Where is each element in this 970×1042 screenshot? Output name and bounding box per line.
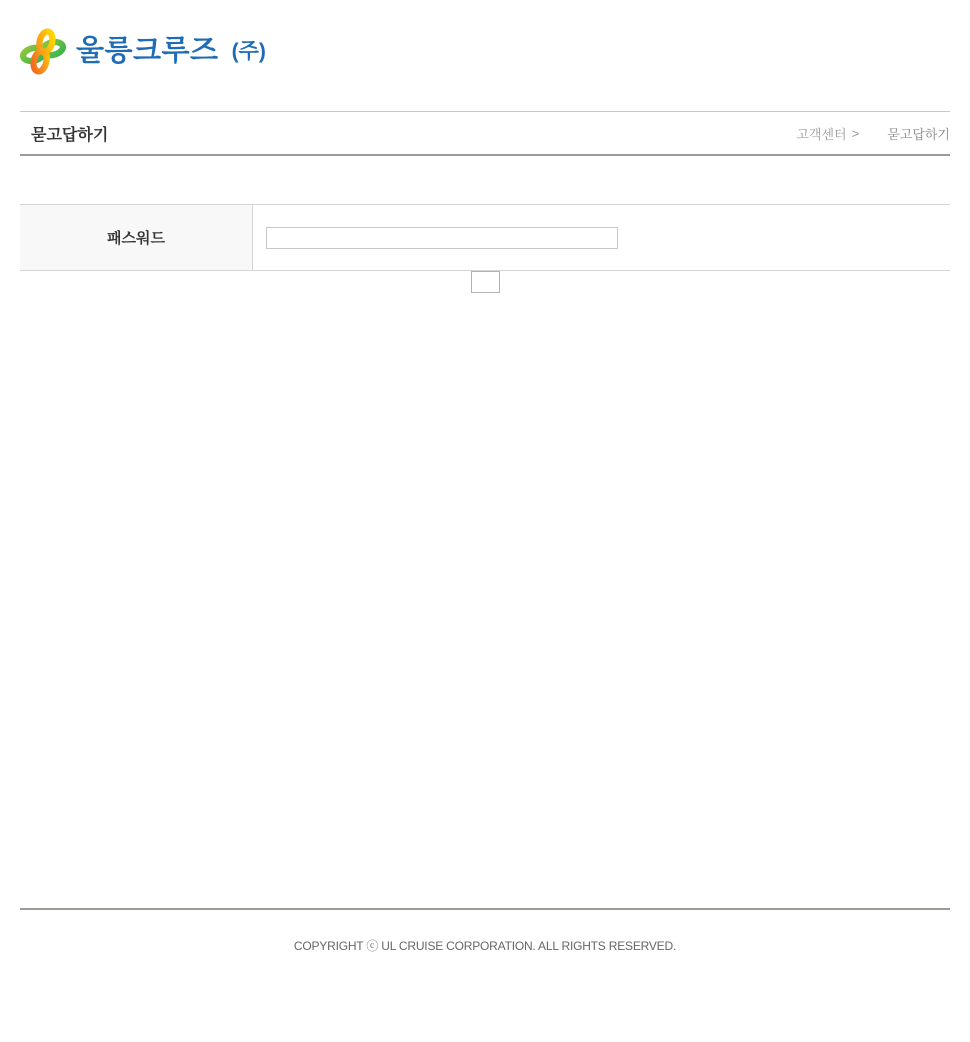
- logo[interactable]: [20, 28, 266, 75]
- breadcrumb-separator: >: [851, 125, 860, 141]
- main-content: [20, 156, 950, 908]
- copyright-text: COPYRIGHT ⓒ UL CRUISE CORPORATION. ALL RIGHTS RESERVED.: [293, 939, 677, 953]
- logo-suffix: (주): [231, 40, 266, 63]
- footer: [0, 908, 970, 1042]
- page-title: 묻고답하기: [31, 126, 109, 144]
- password-table: [20, 204, 950, 271]
- header: [20, 0, 950, 80]
- password-input[interactable]: [266, 227, 618, 249]
- title-bar: [20, 111, 950, 156]
- confirm-button[interactable]: [471, 271, 500, 293]
- password-field-cell: [253, 205, 950, 270]
- breadcrumb: [796, 124, 950, 143]
- breadcrumb-customer-center[interactable]: 고객센터: [796, 126, 847, 142]
- logo-text: 울릉크루즈: [76, 35, 219, 67]
- logo-pinwheel-icon: [20, 28, 66, 75]
- breadcrumb-current-qna[interactable]: 묻고답하기: [887, 126, 950, 142]
- password-label: 패스워드: [20, 205, 253, 270]
